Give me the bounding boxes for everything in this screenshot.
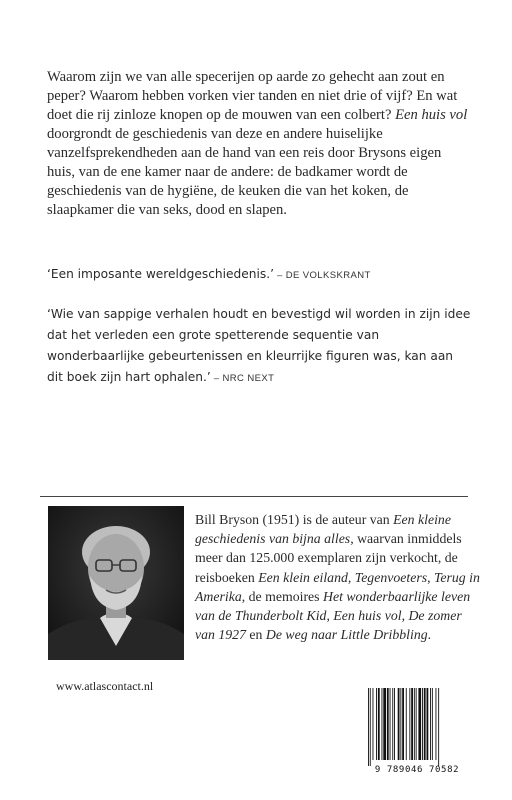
bio-book-title: Terug in Amerika	[195, 569, 480, 604]
bio-text: ,	[427, 569, 434, 585]
bio-book-title: Het wonderbaarlijke leven van de Thunderbolt Kid	[195, 588, 471, 624]
quote-text: ‘Wie van sappige verhalen houdt en bevestigd wil worden in zijn idee dat het verleden een grote spetterende sequentie van wonderbaarlijke gebeurtenissen en kleurrijke figuren was, kan aan dit boek zijn hart ophalen.’	[47, 307, 471, 384]
barcode-bar	[402, 688, 404, 760]
bio-book-title: Een klein eiland	[258, 569, 348, 585]
author-photo	[48, 506, 184, 660]
barcode-bar	[424, 688, 426, 760]
divider-line	[40, 496, 468, 497]
isbn-barcode	[364, 688, 470, 780]
back-cover-blurb	[47, 68, 472, 220]
barcode-bar	[432, 688, 433, 760]
barcode-bar	[414, 688, 415, 760]
bio-text: ,	[347, 569, 355, 585]
bio-book-title: Een kleine geschiedenis van bijna alles	[195, 512, 451, 547]
barcode-bar	[416, 688, 417, 760]
barcode-bar	[400, 688, 401, 760]
bio-book-title: Tegenvoeters	[354, 569, 428, 585]
bio-book-title: Een huis vol	[333, 608, 402, 624]
barcode-bar	[411, 688, 413, 760]
press-quote-volkskrant	[47, 264, 472, 286]
barcode-bars	[364, 688, 470, 766]
barcode-bar	[398, 688, 400, 760]
publisher-website[interactable]: www.atlascontact.nl	[56, 679, 154, 693]
blurb-rest: doorgrondt de geschiedenis van deze en andere huiselijke vanzelfsprekendheden aan de hand van een reis door Brysons eigen huis, van de ene kamer naar de andere: de badkamer wordt de geschiedenis van de hygiëne, de keuken die van het koken, de slaapkamer die van seks, dood en slapen.	[47, 126, 442, 218]
barcode-digits: 9 789046 70582	[374, 765, 460, 775]
barcode-bar	[427, 688, 429, 760]
press-quote-nrc	[47, 304, 472, 389]
barcode-bar	[422, 688, 423, 760]
barcode-bar	[394, 688, 395, 760]
barcode-bar	[370, 688, 371, 766]
barcode-bar	[436, 688, 437, 760]
barcode-bar	[387, 688, 389, 760]
bio-book-title: De weg naar Little Dribbling	[265, 627, 428, 643]
blurb-book-title: Een huis vol	[395, 107, 468, 123]
barcode-bar	[438, 688, 439, 766]
blurb-intro: Waarom zijn we van alle specerijen op aarde zo gehecht aan zout en peper? Waarom hebben vorken vier tanden en niet drie of vijf? En wat doet die rij zinloze knopen op de mouwen van een colbert?	[47, 69, 458, 123]
bio-text: ,	[326, 608, 334, 624]
barcode-bar	[382, 688, 383, 760]
quote-source: – NRC NEXT	[210, 373, 275, 384]
barcode-bar	[373, 688, 374, 760]
barcode-bar	[376, 688, 377, 760]
barcode-bar	[392, 688, 393, 760]
bio-text: Bill Bryson (1951) is de auteur van	[195, 512, 394, 527]
quote-text: ‘Een imposante wereldgeschiedenis.’	[47, 267, 274, 281]
barcode-bar	[409, 688, 410, 760]
barcode-bar	[390, 688, 391, 760]
barcode-bar	[368, 688, 369, 766]
bio-text: en	[245, 627, 266, 643]
barcode-bar	[378, 688, 380, 760]
barcode-bar	[383, 688, 386, 760]
bio-text: ,	[401, 608, 409, 624]
bio-text: , waarvan inmiddels meer dan 125.000 exemplaren zijn verkocht, de reisboeken	[195, 531, 462, 585]
barcode-bar	[406, 688, 407, 760]
bio-book-title: De zomer van 1927	[195, 608, 462, 643]
quote-source: – DE VOLKSKRANT	[273, 270, 371, 281]
barcode-bar	[430, 688, 431, 760]
blurb-paragraph	[47, 68, 472, 220]
bio-text: , de memoires	[241, 588, 323, 604]
author-bio	[195, 510, 485, 644]
bio-text: .	[427, 627, 432, 643]
barcode-bar	[418, 688, 421, 760]
